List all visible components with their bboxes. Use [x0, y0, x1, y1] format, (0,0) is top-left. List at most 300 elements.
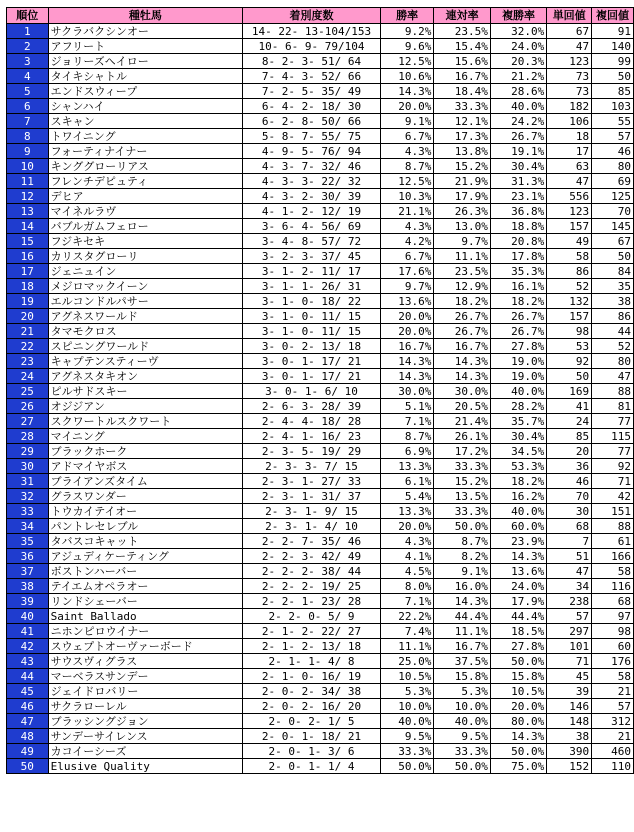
place-return-cell[interactable]: 38 [592, 294, 634, 309]
stallion-name-cell[interactable]: シャンハイ [48, 99, 243, 114]
place-return-cell[interactable]: 99 [592, 54, 634, 69]
record-cell[interactable]: 2- 1- 1- 4/ 8 [243, 654, 381, 669]
quinella-rate-cell[interactable]: 15.8% [434, 669, 490, 684]
stallion-name-cell[interactable]: オジジアン [48, 399, 243, 414]
win-return-cell[interactable]: 157 [547, 219, 592, 234]
stallion-name-cell[interactable]: グラスワンダー [48, 489, 243, 504]
record-cell[interactable]: 2- 0- 1- 3/ 6 [243, 744, 381, 759]
place-rate-cell[interactable]: 35.7% [490, 414, 546, 429]
place-rate-cell[interactable]: 17.8% [490, 249, 546, 264]
place-return-cell[interactable]: 47 [592, 369, 634, 384]
place-rate-cell[interactable]: 20.0% [490, 699, 546, 714]
place-return-cell[interactable]: 57 [592, 129, 634, 144]
quinella-rate-cell[interactable]: 26.3% [434, 204, 490, 219]
quinella-rate-cell[interactable]: 11.1% [434, 624, 490, 639]
quinella-rate-cell[interactable]: 33.3% [434, 99, 490, 114]
record-cell[interactable]: 3- 1- 0- 11/ 15 [243, 324, 381, 339]
win-return-cell[interactable]: 148 [547, 714, 592, 729]
stallion-name-cell[interactable]: スウェプトオーヴァーボード [48, 639, 243, 654]
stallion-name-cell[interactable]: アグネスタキオン [48, 369, 243, 384]
quinella-rate-cell[interactable]: 20.5% [434, 399, 490, 414]
rank-cell[interactable]: 24 [7, 369, 49, 384]
record-cell[interactable]: 2- 0- 1- 1/ 4 [243, 759, 381, 774]
quinella-rate-cell[interactable]: 15.2% [434, 474, 490, 489]
header-place-return[interactable]: 複回値 [592, 8, 634, 24]
place-return-cell[interactable]: 176 [592, 654, 634, 669]
quinella-rate-cell[interactable]: 13.0% [434, 219, 490, 234]
record-cell[interactable]: 2- 4- 1- 16/ 23 [243, 429, 381, 444]
place-rate-cell[interactable]: 27.8% [490, 639, 546, 654]
rank-cell[interactable]: 31 [7, 474, 49, 489]
quinella-rate-cell[interactable]: 37.5% [434, 654, 490, 669]
stallion-name-cell[interactable]: タイキシャトル [48, 69, 243, 84]
rank-cell[interactable]: 37 [7, 564, 49, 579]
place-return-cell[interactable]: 50 [592, 69, 634, 84]
header-place-rate[interactable]: 複勝率 [490, 8, 546, 24]
record-cell[interactable]: 2- 2- 1- 23/ 28 [243, 594, 381, 609]
rank-cell[interactable]: 45 [7, 684, 49, 699]
stallion-name-cell[interactable]: ジョリーズヘイロー [48, 54, 243, 69]
place-rate-cell[interactable]: 34.5% [490, 444, 546, 459]
record-cell[interactable]: 5- 8- 7- 55/ 75 [243, 129, 381, 144]
rank-cell[interactable]: 48 [7, 729, 49, 744]
win-rate-cell[interactable]: 10.6% [380, 69, 434, 84]
win-return-cell[interactable]: 46 [547, 474, 592, 489]
stallion-name-cell[interactable]: サウスヴィグラス [48, 654, 243, 669]
record-cell[interactable]: 8- 2- 3- 51/ 64 [243, 54, 381, 69]
place-rate-cell[interactable]: 30.4% [490, 429, 546, 444]
place-rate-cell[interactable]: 28.6% [490, 84, 546, 99]
win-rate-cell[interactable]: 10.5% [380, 669, 434, 684]
win-return-cell[interactable]: 58 [547, 249, 592, 264]
quinella-rate-cell[interactable]: 33.3% [434, 504, 490, 519]
quinella-rate-cell[interactable]: 13.8% [434, 144, 490, 159]
header-quinella-rate[interactable]: 連対率 [434, 8, 490, 24]
win-return-cell[interactable]: 390 [547, 744, 592, 759]
place-return-cell[interactable]: 88 [592, 519, 634, 534]
quinella-rate-cell[interactable]: 14.3% [434, 354, 490, 369]
place-rate-cell[interactable]: 31.3% [490, 174, 546, 189]
place-return-cell[interactable]: 166 [592, 549, 634, 564]
place-rate-cell[interactable]: 40.0% [490, 504, 546, 519]
win-return-cell[interactable]: 36 [547, 459, 592, 474]
record-cell[interactable]: 2- 2- 2- 19/ 25 [243, 579, 381, 594]
quinella-rate-cell[interactable]: 44.4% [434, 609, 490, 624]
stallion-name-cell[interactable]: フジキセキ [48, 234, 243, 249]
quinella-rate-cell[interactable]: 17.2% [434, 444, 490, 459]
win-return-cell[interactable]: 41 [547, 399, 592, 414]
win-return-cell[interactable]: 39 [547, 684, 592, 699]
rank-cell[interactable]: 27 [7, 414, 49, 429]
win-rate-cell[interactable]: 9.6% [380, 39, 434, 54]
quinella-rate-cell[interactable]: 9.7% [434, 234, 490, 249]
win-return-cell[interactable]: 297 [547, 624, 592, 639]
win-rate-cell[interactable]: 13.6% [380, 294, 434, 309]
stallion-name-cell[interactable]: アフリート [48, 39, 243, 54]
win-return-cell[interactable]: 67 [547, 24, 592, 39]
place-rate-cell[interactable]: 19.0% [490, 369, 546, 384]
stallion-name-cell[interactable]: テイエムオペラオー [48, 579, 243, 594]
header-stallion[interactable]: 種牡馬 [48, 8, 243, 24]
place-return-cell[interactable]: 61 [592, 534, 634, 549]
place-return-cell[interactable]: 46 [592, 144, 634, 159]
record-cell[interactable]: 2- 1- 2- 22/ 27 [243, 624, 381, 639]
rank-cell[interactable]: 5 [7, 84, 49, 99]
record-cell[interactable]: 3- 1- 1- 26/ 31 [243, 279, 381, 294]
place-rate-cell[interactable]: 17.9% [490, 594, 546, 609]
win-rate-cell[interactable]: 14.3% [380, 369, 434, 384]
record-cell[interactable]: 2- 3- 1- 9/ 15 [243, 504, 381, 519]
place-rate-cell[interactable]: 28.2% [490, 399, 546, 414]
place-rate-cell[interactable]: 18.2% [490, 474, 546, 489]
record-cell[interactable]: 2- 2- 3- 42/ 49 [243, 549, 381, 564]
place-rate-cell[interactable]: 36.8% [490, 204, 546, 219]
win-rate-cell[interactable]: 14.3% [380, 84, 434, 99]
place-rate-cell[interactable]: 60.0% [490, 519, 546, 534]
place-rate-cell[interactable]: 10.5% [490, 684, 546, 699]
quinella-rate-cell[interactable]: 12.9% [434, 279, 490, 294]
record-cell[interactable]: 3- 1- 0- 18/ 22 [243, 294, 381, 309]
win-return-cell[interactable]: 45 [547, 669, 592, 684]
win-rate-cell[interactable]: 9.7% [380, 279, 434, 294]
win-rate-cell[interactable]: 40.0% [380, 714, 434, 729]
place-rate-cell[interactable]: 21.2% [490, 69, 546, 84]
record-cell[interactable]: 3- 0- 2- 13/ 18 [243, 339, 381, 354]
stallion-name-cell[interactable]: フォーティナイナー [48, 144, 243, 159]
win-rate-cell[interactable]: 25.0% [380, 654, 434, 669]
win-return-cell[interactable]: 47 [547, 174, 592, 189]
win-return-cell[interactable]: 132 [547, 294, 592, 309]
win-return-cell[interactable]: 17 [547, 144, 592, 159]
quinella-rate-cell[interactable]: 12.1% [434, 114, 490, 129]
place-return-cell[interactable]: 103 [592, 99, 634, 114]
quinella-rate-cell[interactable]: 14.3% [434, 594, 490, 609]
win-rate-cell[interactable]: 4.2% [380, 234, 434, 249]
win-return-cell[interactable]: 92 [547, 354, 592, 369]
place-rate-cell[interactable]: 50.0% [490, 654, 546, 669]
place-rate-cell[interactable]: 26.7% [490, 309, 546, 324]
rank-cell[interactable]: 11 [7, 174, 49, 189]
place-rate-cell[interactable]: 16.2% [490, 489, 546, 504]
record-cell[interactable]: 2- 3- 1- 4/ 10 [243, 519, 381, 534]
place-return-cell[interactable]: 110 [592, 759, 634, 774]
rank-cell[interactable]: 2 [7, 39, 49, 54]
win-rate-cell[interactable]: 5.4% [380, 489, 434, 504]
win-rate-cell[interactable]: 17.6% [380, 264, 434, 279]
win-rate-cell[interactable]: 22.2% [380, 609, 434, 624]
rank-cell[interactable]: 47 [7, 714, 49, 729]
stallion-name-cell[interactable]: ニホンピロウイナー [48, 624, 243, 639]
rank-cell[interactable]: 39 [7, 594, 49, 609]
header-rank[interactable]: 順位 [7, 8, 49, 24]
rank-cell[interactable]: 36 [7, 549, 49, 564]
win-return-cell[interactable]: 98 [547, 324, 592, 339]
place-rate-cell[interactable]: 24.0% [490, 579, 546, 594]
stallion-name-cell[interactable]: トウカイテイオー [48, 504, 243, 519]
rank-cell[interactable]: 42 [7, 639, 49, 654]
win-return-cell[interactable]: 47 [547, 39, 592, 54]
quinella-rate-cell[interactable]: 15.4% [434, 39, 490, 54]
win-rate-cell[interactable]: 4.3% [380, 534, 434, 549]
header-win-return[interactable]: 単回値 [547, 8, 592, 24]
place-rate-cell[interactable]: 23.9% [490, 534, 546, 549]
record-cell[interactable]: 2- 0- 2- 16/ 20 [243, 699, 381, 714]
rank-cell[interactable]: 46 [7, 699, 49, 714]
record-cell[interactable]: 10- 6- 9- 79/104 [243, 39, 381, 54]
stallion-name-cell[interactable]: タマモクロス [48, 324, 243, 339]
place-rate-cell[interactable]: 14.3% [490, 549, 546, 564]
rank-cell[interactable]: 10 [7, 159, 49, 174]
win-rate-cell[interactable]: 13.3% [380, 504, 434, 519]
place-return-cell[interactable]: 21 [592, 729, 634, 744]
place-return-cell[interactable]: 145 [592, 219, 634, 234]
place-return-cell[interactable]: 151 [592, 504, 634, 519]
place-rate-cell[interactable]: 14.3% [490, 729, 546, 744]
record-cell[interactable]: 2- 1- 0- 16/ 19 [243, 669, 381, 684]
quinella-rate-cell[interactable]: 9.1% [434, 564, 490, 579]
place-return-cell[interactable]: 140 [592, 39, 634, 54]
win-rate-cell[interactable]: 4.5% [380, 564, 434, 579]
stallion-name-cell[interactable]: キンググローリアス [48, 159, 243, 174]
win-rate-cell[interactable]: 13.3% [380, 459, 434, 474]
win-rate-cell[interactable]: 7.1% [380, 594, 434, 609]
win-return-cell[interactable]: 106 [547, 114, 592, 129]
place-rate-cell[interactable]: 19.1% [490, 144, 546, 159]
win-return-cell[interactable]: 101 [547, 639, 592, 654]
rank-cell[interactable]: 32 [7, 489, 49, 504]
place-return-cell[interactable]: 80 [592, 354, 634, 369]
rank-cell[interactable]: 4 [7, 69, 49, 84]
win-rate-cell[interactable]: 5.1% [380, 399, 434, 414]
stallion-name-cell[interactable]: アグネスワールド [48, 309, 243, 324]
win-rate-cell[interactable]: 14.3% [380, 354, 434, 369]
win-rate-cell[interactable]: 4.3% [380, 219, 434, 234]
win-rate-cell[interactable]: 9.2% [380, 24, 434, 39]
stallion-name-cell[interactable]: マーベラスサンデー [48, 669, 243, 684]
place-rate-cell[interactable]: 75.0% [490, 759, 546, 774]
stallion-name-cell[interactable]: ブラッシングジョン [48, 714, 243, 729]
win-rate-cell[interactable]: 10.3% [380, 189, 434, 204]
record-cell[interactable]: 2- 2- 2- 38/ 44 [243, 564, 381, 579]
rank-cell[interactable]: 49 [7, 744, 49, 759]
stallion-name-cell[interactable]: タバスコキャット [48, 534, 243, 549]
quinella-rate-cell[interactable]: 17.9% [434, 189, 490, 204]
rank-cell[interactable]: 33 [7, 504, 49, 519]
record-cell[interactable]: 2- 0- 2- 34/ 38 [243, 684, 381, 699]
quinella-rate-cell[interactable]: 50.0% [434, 519, 490, 534]
stallion-name-cell[interactable]: ブライアンズタイム [48, 474, 243, 489]
win-return-cell[interactable]: 24 [547, 414, 592, 429]
rank-cell[interactable]: 13 [7, 204, 49, 219]
quinella-rate-cell[interactable]: 14.3% [434, 369, 490, 384]
win-rate-cell[interactable]: 10.0% [380, 699, 434, 714]
place-rate-cell[interactable]: 15.8% [490, 669, 546, 684]
rank-cell[interactable]: 34 [7, 519, 49, 534]
quinella-rate-cell[interactable]: 13.5% [434, 489, 490, 504]
win-rate-cell[interactable]: 6.1% [380, 474, 434, 489]
place-rate-cell[interactable]: 13.6% [490, 564, 546, 579]
place-rate-cell[interactable]: 32.0% [490, 24, 546, 39]
record-cell[interactable]: 4- 3- 3- 22/ 32 [243, 174, 381, 189]
record-cell[interactable]: 7- 4- 3- 52/ 66 [243, 69, 381, 84]
rank-cell[interactable]: 3 [7, 54, 49, 69]
stallion-name-cell[interactable]: サクラローレル [48, 699, 243, 714]
quinella-rate-cell[interactable]: 26.7% [434, 324, 490, 339]
win-rate-cell[interactable]: 6.7% [380, 129, 434, 144]
stallion-name-cell[interactable]: マイネルラヴ [48, 204, 243, 219]
record-cell[interactable]: 4- 9- 5- 76/ 94 [243, 144, 381, 159]
rank-cell[interactable]: 7 [7, 114, 49, 129]
win-return-cell[interactable]: 70 [547, 489, 592, 504]
record-cell[interactable]: 14- 22- 13-104/153 [243, 24, 381, 39]
win-rate-cell[interactable]: 7.4% [380, 624, 434, 639]
record-cell[interactable]: 3- 1- 2- 11/ 17 [243, 264, 381, 279]
stallion-name-cell[interactable]: Elusive Quality [48, 759, 243, 774]
place-return-cell[interactable]: 81 [592, 399, 634, 414]
record-cell[interactable]: 2- 6- 3- 28/ 39 [243, 399, 381, 414]
win-rate-cell[interactable]: 21.1% [380, 204, 434, 219]
place-return-cell[interactable]: 71 [592, 474, 634, 489]
stallion-name-cell[interactable]: マイニング [48, 429, 243, 444]
place-return-cell[interactable]: 116 [592, 579, 634, 594]
win-rate-cell[interactable]: 20.0% [380, 309, 434, 324]
win-rate-cell[interactable]: 5.3% [380, 684, 434, 699]
place-return-cell[interactable]: 85 [592, 84, 634, 99]
win-return-cell[interactable]: 86 [547, 264, 592, 279]
win-rate-cell[interactable]: 6.7% [380, 249, 434, 264]
quinella-rate-cell[interactable]: 5.3% [434, 684, 490, 699]
rank-cell[interactable]: 8 [7, 129, 49, 144]
win-rate-cell[interactable]: 7.1% [380, 414, 434, 429]
stallion-name-cell[interactable]: ジェイドロバリー [48, 684, 243, 699]
win-return-cell[interactable]: 52 [547, 279, 592, 294]
quinella-rate-cell[interactable]: 18.4% [434, 84, 490, 99]
win-rate-cell[interactable]: 12.5% [380, 174, 434, 189]
stallion-name-cell[interactable]: カリスタグローリ [48, 249, 243, 264]
stallion-name-cell[interactable]: スキャン [48, 114, 243, 129]
win-rate-cell[interactable]: 30.0% [380, 384, 434, 399]
win-rate-cell[interactable]: 20.0% [380, 324, 434, 339]
place-return-cell[interactable]: 68 [592, 594, 634, 609]
place-return-cell[interactable]: 125 [592, 189, 634, 204]
place-rate-cell[interactable]: 44.4% [490, 609, 546, 624]
stallion-name-cell[interactable]: サクラバクシンオー [48, 24, 243, 39]
win-return-cell[interactable]: 556 [547, 189, 592, 204]
record-cell[interactable]: 3- 0- 1- 6/ 10 [243, 384, 381, 399]
record-cell[interactable]: 3- 0- 1- 17/ 21 [243, 354, 381, 369]
quinella-rate-cell[interactable]: 21.9% [434, 174, 490, 189]
rank-cell[interactable]: 21 [7, 324, 49, 339]
place-return-cell[interactable]: 60 [592, 639, 634, 654]
record-cell[interactable]: 2- 3- 1- 27/ 33 [243, 474, 381, 489]
win-return-cell[interactable]: 146 [547, 699, 592, 714]
stallion-name-cell[interactable]: エルコンドルパサー [48, 294, 243, 309]
record-cell[interactable]: 2- 2- 7- 35/ 46 [243, 534, 381, 549]
win-return-cell[interactable]: 182 [547, 99, 592, 114]
place-rate-cell[interactable]: 18.5% [490, 624, 546, 639]
place-rate-cell[interactable]: 19.0% [490, 354, 546, 369]
win-rate-cell[interactable]: 6.9% [380, 444, 434, 459]
quinella-rate-cell[interactable]: 16.7% [434, 339, 490, 354]
rank-cell[interactable]: 30 [7, 459, 49, 474]
place-rate-cell[interactable]: 20.3% [490, 54, 546, 69]
quinella-rate-cell[interactable]: 16.0% [434, 579, 490, 594]
win-return-cell[interactable]: 51 [547, 549, 592, 564]
win-return-cell[interactable]: 123 [547, 54, 592, 69]
place-rate-cell[interactable]: 35.3% [490, 264, 546, 279]
stallion-name-cell[interactable]: キャプテンスティーヴ [48, 354, 243, 369]
quinella-rate-cell[interactable]: 33.3% [434, 744, 490, 759]
win-return-cell[interactable]: 18 [547, 129, 592, 144]
rank-cell[interactable]: 15 [7, 234, 49, 249]
stallion-name-cell[interactable]: トワイニング [48, 129, 243, 144]
win-return-cell[interactable]: 30 [547, 504, 592, 519]
stallion-name-cell[interactable]: フレンチデピュティ [48, 174, 243, 189]
place-return-cell[interactable]: 97 [592, 609, 634, 624]
rank-cell[interactable]: 40 [7, 609, 49, 624]
win-return-cell[interactable]: 123 [547, 204, 592, 219]
rank-cell[interactable]: 1 [7, 24, 49, 39]
place-return-cell[interactable]: 86 [592, 309, 634, 324]
place-rate-cell[interactable]: 26.7% [490, 129, 546, 144]
win-rate-cell[interactable]: 20.0% [380, 519, 434, 534]
place-rate-cell[interactable]: 40.0% [490, 384, 546, 399]
stallion-name-cell[interactable]: スピニングワールド [48, 339, 243, 354]
place-rate-cell[interactable]: 80.0% [490, 714, 546, 729]
place-return-cell[interactable]: 69 [592, 174, 634, 189]
header-win-rate[interactable]: 勝率 [380, 8, 434, 24]
record-cell[interactable]: 2- 0- 2- 1/ 5 [243, 714, 381, 729]
place-return-cell[interactable]: 98 [592, 624, 634, 639]
place-return-cell[interactable]: 67 [592, 234, 634, 249]
place-rate-cell[interactable]: 24.0% [490, 39, 546, 54]
stallion-name-cell[interactable]: エンドスウィープ [48, 84, 243, 99]
rank-cell[interactable]: 12 [7, 189, 49, 204]
rank-cell[interactable]: 29 [7, 444, 49, 459]
place-rate-cell[interactable]: 40.0% [490, 99, 546, 114]
win-return-cell[interactable]: 152 [547, 759, 592, 774]
rank-cell[interactable]: 25 [7, 384, 49, 399]
win-rate-cell[interactable]: 8.0% [380, 579, 434, 594]
place-return-cell[interactable]: 77 [592, 414, 634, 429]
win-rate-cell[interactable]: 16.7% [380, 339, 434, 354]
win-return-cell[interactable]: 34 [547, 579, 592, 594]
record-cell[interactable]: 6- 2- 8- 50/ 66 [243, 114, 381, 129]
win-return-cell[interactable]: 50 [547, 369, 592, 384]
stallion-name-cell[interactable]: デヒア [48, 189, 243, 204]
rank-cell[interactable]: 41 [7, 624, 49, 639]
quinella-rate-cell[interactable]: 16.7% [434, 639, 490, 654]
win-rate-cell[interactable]: 8.7% [380, 429, 434, 444]
win-rate-cell[interactable]: 9.1% [380, 114, 434, 129]
stallion-name-cell[interactable]: ブラックホーク [48, 444, 243, 459]
quinella-rate-cell[interactable]: 17.3% [434, 129, 490, 144]
place-rate-cell[interactable]: 18.2% [490, 294, 546, 309]
quinella-rate-cell[interactable]: 30.0% [434, 384, 490, 399]
record-cell[interactable]: 2- 2- 0- 5/ 9 [243, 609, 381, 624]
record-cell[interactable]: 3- 1- 0- 11/ 15 [243, 309, 381, 324]
place-rate-cell[interactable]: 24.2% [490, 114, 546, 129]
place-return-cell[interactable]: 57 [592, 699, 634, 714]
win-return-cell[interactable]: 47 [547, 564, 592, 579]
place-return-cell[interactable]: 460 [592, 744, 634, 759]
stallion-name-cell[interactable]: アジュディケーティング [48, 549, 243, 564]
stallion-name-cell[interactable]: スクワートルスクワート [48, 414, 243, 429]
quinella-rate-cell[interactable]: 8.2% [434, 549, 490, 564]
win-rate-cell[interactable]: 8.7% [380, 159, 434, 174]
place-return-cell[interactable]: 88 [592, 384, 634, 399]
stallion-name-cell[interactable]: ボストンハーバー [48, 564, 243, 579]
